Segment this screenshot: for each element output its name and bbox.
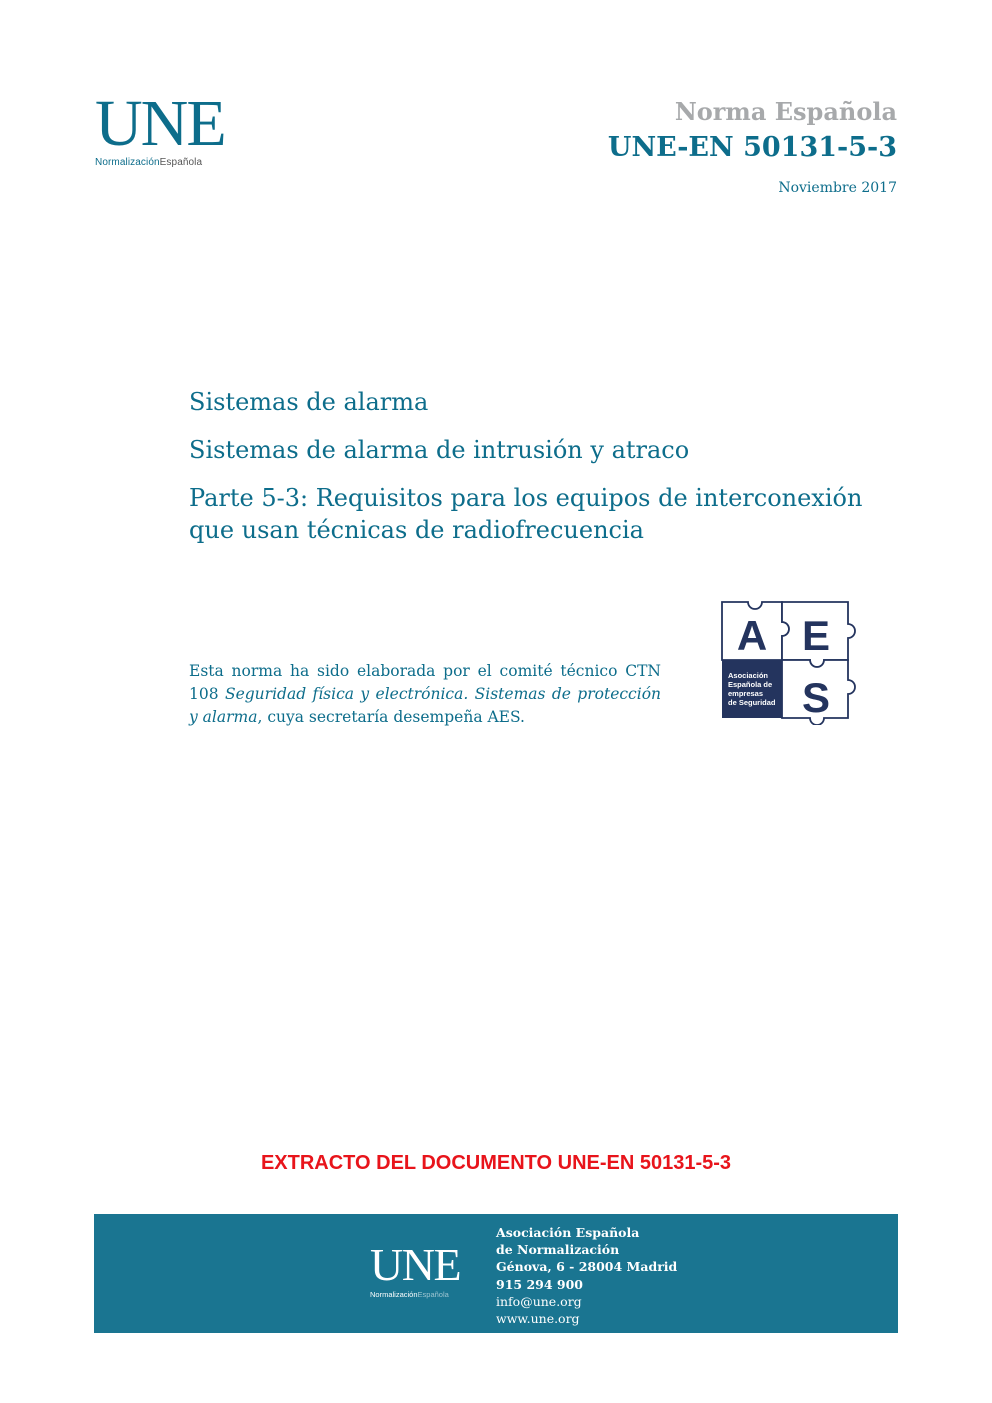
standard-header: [608, 96, 897, 196]
aes-letter-e: E: [801, 612, 831, 659]
footer-address: Génova, 6 - 28004 Madrid: [496, 1259, 678, 1275]
une-logo-letters: UNE: [95, 87, 225, 160]
document-titles: [189, 386, 909, 546]
committee-outro: , cuya secretaría desempeña AES.: [257, 708, 525, 726]
standard-date: Noviembre 2017: [778, 180, 897, 196]
aes-text-2: Española de: [728, 680, 773, 689]
standard-kicker: Norma Española: [674, 97, 897, 126]
aes-text-3: empresas: [728, 689, 764, 698]
title-line-3a: Parte 5-3: Requisitos para los equipos de interconexión: [189, 484, 863, 512]
une-logo: [95, 87, 245, 168]
footer-banner: [94, 1214, 898, 1333]
committee-intro: Esta norma ha sido elaborada por el comité técnico CTN 108: [189, 662, 661, 703]
footer-org-line1: Asociación Española: [496, 1225, 640, 1240]
footer-org-line2: de Normalización: [496, 1242, 620, 1258]
title-line-1: Sistemas de alarma: [189, 388, 429, 416]
logo-tagline-a: Normalización: [95, 157, 160, 168]
footer-phone: 915 294 900: [496, 1276, 583, 1292]
footer-tagline-a: Normalización: [370, 1290, 418, 1299]
committee-name: Seguridad física y electrónica. Sistemas de protección y alarma: [189, 685, 662, 726]
footer-logo-tagline: [370, 1290, 460, 1299]
committee-statement: [189, 660, 661, 729]
aes-text-1: Asociación: [728, 671, 769, 680]
logo-tagline-b: Española: [159, 157, 203, 168]
footer-contact: [496, 1224, 677, 1327]
aes-letter-a: A: [736, 612, 768, 659]
footer-une-logo: [370, 1239, 461, 1299]
standard-code: UNE-EN 50131-5-3: [607, 132, 897, 163]
aes-text-4: de Seguridad: [728, 698, 776, 707]
footer-email-link[interactable]: info@une.org: [496, 1293, 582, 1309]
aes-logo: [720, 600, 865, 725]
footer-tagline-b: Española: [417, 1290, 449, 1299]
footer-logo-letters: UNE: [370, 1239, 461, 1290]
aes-letter-s: S: [801, 674, 831, 721]
footer-web-link[interactable]: www.une.org: [496, 1311, 580, 1327]
title-line-2: Sistemas de alarma de intrusión y atraco: [189, 436, 690, 464]
extract-notice: EXTRACTO DEL DOCUMENTO UNE-EN 50131-5-3: [260, 1152, 732, 1174]
title-line-3b: que usan técnicas de radiofrecuencia: [189, 516, 644, 544]
